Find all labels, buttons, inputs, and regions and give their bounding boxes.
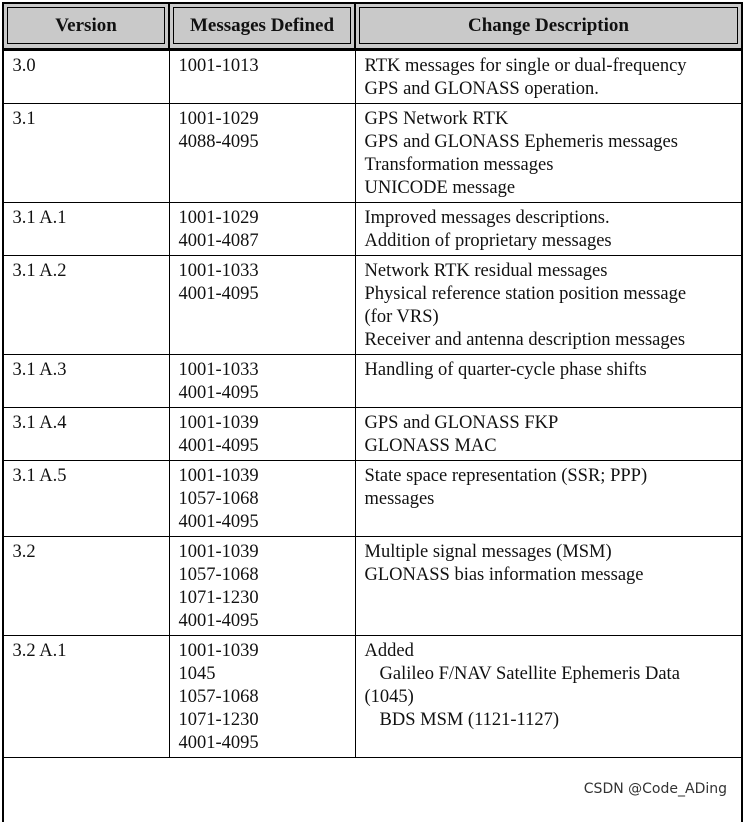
message-range: 1001-1029: [178, 109, 259, 129]
message-range: 1001-1039: [178, 542, 259, 562]
header-change-description: Change Description: [355, 3, 742, 50]
message-range: 4001-4095: [178, 512, 259, 532]
description-line: Addition of proprietary messages: [364, 231, 612, 251]
description-line: Galileo F/NAV Satellite Ephemeris Data: [379, 664, 680, 684]
message-range: 1001-1039: [178, 413, 259, 433]
message-range: 1071-1230: [178, 588, 259, 608]
version-cell: 3.1: [3, 104, 169, 203]
message-range: 1057-1068: [178, 489, 259, 509]
message-range: 1001-1039: [178, 641, 259, 661]
messages-cell: [169, 355, 355, 408]
description-cell: [355, 256, 742, 355]
table-row: [3, 537, 742, 636]
table-row: [3, 461, 742, 537]
description-line: messages: [364, 489, 435, 509]
message-range: 1001-1033: [178, 360, 259, 380]
description-cell: [355, 355, 742, 408]
description-cell: [355, 537, 742, 636]
description-line: Multiple signal messages (MSM): [364, 542, 612, 562]
table-row: [3, 203, 742, 256]
table-row: [3, 256, 742, 355]
header-row: [3, 3, 742, 50]
description-line: GPS and GLONASS Ephemeris messages: [364, 132, 678, 152]
description-cell: [355, 50, 742, 104]
message-range: 4088-4095: [178, 132, 259, 152]
description-cell: [355, 104, 742, 203]
description-line: GPS and GLONASS FKP: [364, 413, 559, 433]
version-cell: 3.1 A.2: [3, 256, 169, 355]
description-line: Receiver and antenna description messages: [364, 330, 686, 350]
description-cell: [355, 461, 742, 537]
version-cell: 3.1 A.1: [3, 203, 169, 256]
description-line: BDS MSM (1121-1127): [379, 710, 560, 730]
rtcm-version-table: [2, 2, 743, 758]
message-range: 1001-1033: [178, 261, 259, 281]
message-range: 4001-4087: [178, 231, 259, 251]
message-range: 1001-1029: [178, 208, 259, 228]
description-cell: [355, 408, 742, 461]
version-cell: 3.2 A.1: [3, 636, 169, 758]
table-row: [3, 104, 742, 203]
description-line: RTK messages for single or dual-frequency: [364, 56, 687, 76]
message-range: 4001-4095: [178, 611, 259, 631]
description-line: GPS and GLONASS operation.: [364, 79, 599, 99]
message-range: 1057-1068: [178, 565, 259, 585]
description-line: GLONASS MAC: [364, 436, 497, 456]
table-row: [3, 50, 742, 104]
description-cell: [355, 203, 742, 256]
messages-cell: [169, 636, 355, 758]
description-line: Handling of quarter-cycle phase shifts: [364, 360, 647, 380]
version-cell: 3.1 A.4: [3, 408, 169, 461]
description-line: Improved messages descriptions.: [364, 208, 610, 228]
message-range: 4001-4095: [178, 383, 259, 403]
table-row: [3, 408, 742, 461]
header-messages-defined: Messages Defined: [169, 3, 355, 50]
messages-cell: [169, 50, 355, 104]
description-line: (1045): [364, 687, 414, 707]
message-range: 4001-4095: [178, 436, 259, 456]
messages-cell: [169, 104, 355, 203]
version-cell: 3.0: [3, 50, 169, 104]
description-line: UNICODE message: [364, 178, 516, 198]
messages-cell: [169, 256, 355, 355]
message-range: 4001-4095: [178, 733, 259, 753]
message-range: 4001-4095: [178, 284, 259, 304]
description-line: (for VRS): [364, 307, 439, 327]
message-range: 1071-1230: [178, 710, 259, 730]
messages-cell: [169, 461, 355, 537]
description-line: GLONASS bias information message: [364, 565, 644, 585]
watermark: CSDN @Code_ADing: [583, 781, 727, 797]
header-version: Version: [3, 3, 169, 50]
table-row: [3, 636, 742, 758]
message-range: 1057-1068: [178, 687, 259, 707]
version-cell: 3.2: [3, 537, 169, 636]
description-cell: [355, 636, 742, 758]
version-cell: 3.1 A.5: [3, 461, 169, 537]
message-range: 1001-1039: [178, 466, 259, 486]
messages-cell: [169, 408, 355, 461]
messages-cell: [169, 203, 355, 256]
table-row: [3, 355, 742, 408]
description-line: GPS Network RTK: [364, 109, 509, 129]
messages-cell: [169, 537, 355, 636]
description-line: Network RTK residual messages: [364, 261, 608, 281]
message-range: 1001-1013: [178, 56, 259, 76]
description-line: State space representation (SSR; PPP): [364, 466, 648, 486]
description-line: Physical reference station position message: [364, 284, 687, 304]
message-range: 1045: [178, 664, 216, 684]
description-line: Added: [364, 641, 414, 661]
description-line: Transformation messages: [364, 155, 554, 175]
version-cell: 3.1 A.3: [3, 355, 169, 408]
